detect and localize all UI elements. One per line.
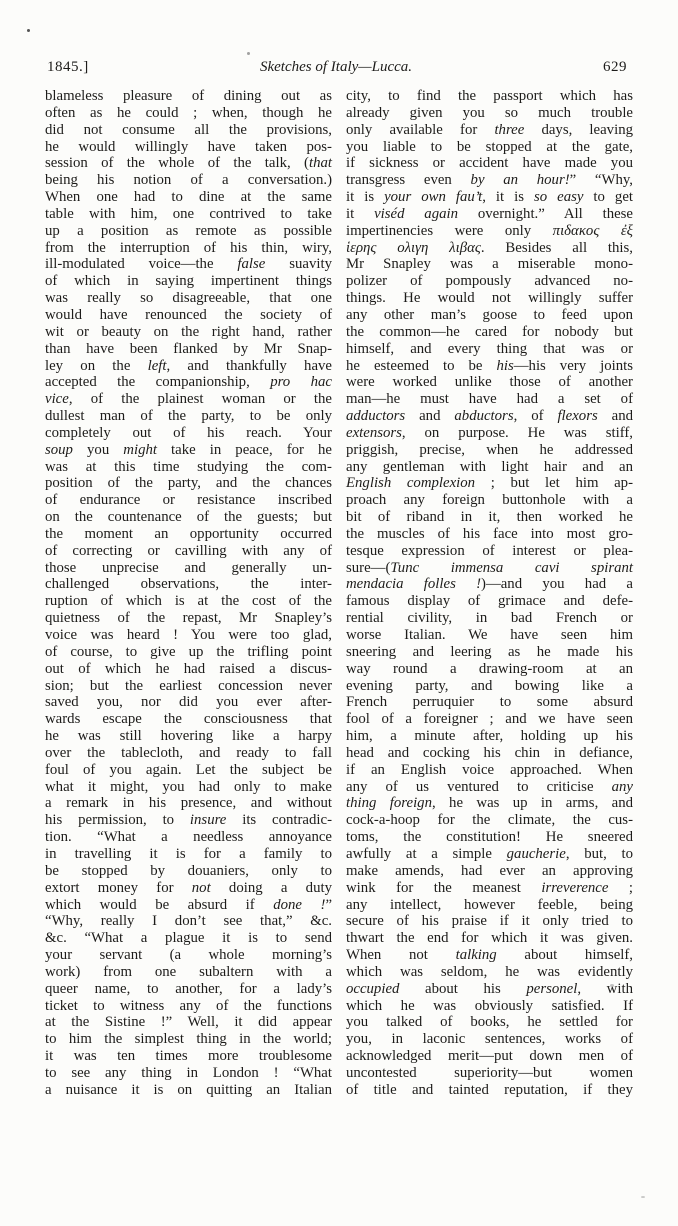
text-line: session of the whole of the talk, (that [45, 155, 332, 172]
text-line: it is your own fau’t, it is so easy to get [346, 189, 633, 206]
text-line: any intellect, however feeble, being [346, 896, 633, 913]
text-line: position of the party, and the chances [45, 475, 332, 492]
text-line: of endurance or resistance inscribed [45, 492, 332, 509]
text-line: on the countenance of the guests; but [45, 509, 332, 526]
text-line: to see any thing in London ! “What [45, 1064, 332, 1081]
text-line: was at this time studying the com- [45, 458, 332, 475]
text-line: over the tablecloth, and ready to fall [45, 744, 332, 761]
page-number: 629 [603, 59, 627, 75]
text-line: polizer of pompously advanced no- [346, 273, 633, 290]
text-line: which would be absurd if done !” [45, 896, 333, 913]
text-line: ill-modulated voice—the false suavity [45, 256, 332, 273]
text-line: “Why, really I don’t see that,” &c. [45, 913, 332, 930]
text-line: he esteemed to be his—his very joints [346, 357, 633, 374]
text-line: up a position as remote as possible [45, 222, 332, 239]
text-line: your servant (a whole morning’s [45, 947, 332, 964]
text-line: accepted the companionship, pro hac [45, 374, 332, 391]
text-line: thing foreign, he was up in arms, and [346, 795, 633, 812]
text-line: famous display of grimace and defe- [346, 593, 633, 610]
text-line: head and cocking his chin in defiance, [346, 744, 633, 761]
text-line: any other man’s goose to feed upon [346, 306, 633, 323]
text-line: toms, the constitution! He sneered [346, 829, 633, 846]
text-line: wink for the meanest irreverence ; [346, 879, 634, 896]
page-title: Sketches of Italy—Lucca. [259, 59, 413, 75]
text-line: saved you, nor did you ever after- [45, 694, 332, 711]
text-line: you liable to be stopped at the gate, [346, 138, 633, 155]
text-line: adductors and abductors, of flexors and [346, 408, 633, 425]
text-line: man—he must have had a set of [346, 391, 633, 408]
left-column [45, 88, 332, 1099]
text-line: being his notion of a conversation.) [45, 172, 332, 189]
text-line: Mr Snapley was a miserable mono- [346, 256, 633, 273]
text-line: ἱερης ολιγη λιβας. Besides all this, [346, 239, 633, 256]
text-line: uncontested superiority—but women [346, 1064, 633, 1081]
text-line: himself, and every thing that was or [346, 340, 633, 357]
text-line: already given you so much trouble [346, 104, 633, 121]
text-line: which he was obviously satisfied. If [346, 997, 633, 1014]
text-line: secure of his praise if it only tried to [346, 913, 633, 930]
text-line: &c. “What a plague it is to send [45, 930, 332, 947]
text-line: bit of riband in it, then worked he [346, 509, 633, 526]
text-line: voice was heard ! You were too glad, [45, 627, 332, 643]
text-line: those unprecise and generally un- [45, 559, 332, 576]
text-line: of correcting or cavilling with any of [45, 542, 332, 559]
text-line: cock-a-hoop for the climate, the cus- [346, 812, 633, 829]
text-line: wit or beauty on the right hand, rather [45, 323, 332, 340]
text-line: him, a minute after, holding up his [346, 728, 633, 745]
text-line: his permission, to insure its contradic- [45, 812, 332, 829]
text-line: would have renounced the society of [45, 306, 332, 323]
text-line: to him the simplest thing in the world; [45, 1031, 332, 1048]
text-line: you, in laconic sentences, works of [346, 1031, 633, 1048]
text-line: When one had to dine at the same [45, 189, 332, 206]
text-line: if an English voice approached. When [346, 761, 633, 778]
text-line: blameless pleasure of dining out as [45, 88, 332, 104]
text-line: things. He would not willingly suffer [346, 290, 633, 307]
text-line: When not talking about himself, [346, 947, 634, 964]
text-line: table with him, one contrived to take [45, 205, 332, 222]
text-line: at the Sistine !” Well, it did appear [45, 1014, 332, 1031]
text-line: dullest man of the party, to be only [45, 408, 332, 425]
text-line: worse Italian. We have seen him [346, 627, 633, 643]
text-line: out of which he had raised a discus- [45, 660, 332, 677]
right-column [346, 88, 633, 1099]
text-line: which was seldom, he was evidently [346, 963, 633, 980]
text-line: was really so disagreeable, that one [45, 290, 332, 307]
text-line: the muscles of his face into most gro- [346, 525, 633, 542]
text-line: proach any foreign buttonhole with a [346, 492, 633, 509]
text-line: the moment an opportunity occurred [45, 525, 332, 542]
header-year: 1845.] [47, 59, 89, 75]
text-line: you talked of books, he settled for [346, 1014, 633, 1031]
text-line: he would willingly have taken pos- [45, 138, 332, 155]
text-line: often as he could ; when, though he [45, 104, 332, 121]
text-line: way round a drawing-room at an [346, 660, 633, 677]
text-line: in travelling it is for a family to [45, 845, 332, 862]
text-line: fool of a foreigner ; and we have seen [346, 711, 633, 728]
text-line: English complexion ; but let him ap- [346, 475, 633, 492]
text-line: it viséd again overnight.” All these [346, 205, 633, 222]
text-line: from the interruption of his thin, wiry, [45, 239, 332, 256]
text-line: impertinencies were only πιδακος ἐξ [346, 222, 633, 239]
text-line: foul of you again. Let the subject be [45, 761, 332, 778]
text-line: vice, of the plainest woman or the [45, 391, 332, 408]
text-line: only available for three days, leaving [346, 121, 633, 138]
text-line: ticket to witness any of the functions [45, 997, 332, 1014]
text-line: ley on the left, and thankfully have [45, 357, 332, 374]
text-line: he was still hovering like a harpy [45, 728, 332, 745]
text-line: queer name, to another, for a lady’s [45, 980, 332, 997]
text-line: any of us ventured to criticise any [346, 778, 633, 795]
text-line: extort money for not doing a duty [45, 879, 332, 896]
text-line: what it might, you had only to make [45, 778, 332, 795]
text-line: sure—(Tunc immensa cavi spirant [346, 559, 633, 576]
text-line: completely out of his reach. Your [45, 424, 332, 441]
text-line: ruption of which is at the cost of the [45, 593, 332, 610]
text-line: make amends, had ever an approving [346, 862, 633, 879]
text-line: tesque expression of interest or plea- [346, 542, 633, 559]
text-line: wards escape the consciousness that [45, 711, 332, 728]
text-columns [45, 88, 633, 1099]
text-line: city, to find the passport which has [346, 88, 633, 104]
text-line: priggish, precise, when he addressed [346, 441, 633, 458]
text-line: challenged observations, the inter- [45, 576, 332, 593]
text-line: were worked unlike those of another [346, 374, 633, 391]
text-line: a nuisance it is on quitting an Italian [45, 1081, 332, 1098]
text-line: acknowledged merit—put down men of [346, 1048, 633, 1065]
text-line: sion; but the earliest concession never [45, 677, 332, 694]
text-line: soup you might take in peace, for he [45, 441, 333, 458]
text-line: rential civility, in bad French or [346, 610, 633, 627]
text-line: a remark in his presence, and without [45, 795, 332, 812]
text-line: awfully at a simple gaucherie, but, to [346, 845, 633, 862]
text-line: of title and tainted reputation, if they [346, 1081, 633, 1098]
text-line: of which in saying impertinent things [45, 273, 332, 290]
text-line: tion. “What a needless annoyance [45, 829, 332, 846]
page-header [45, 59, 627, 77]
text-line: of course, to give up the trifling point [45, 643, 332, 660]
text-line: occupied about his personel, with [346, 980, 633, 997]
ink-speck [641, 1196, 645, 1198]
text-line: sneering and leering as he made his [346, 643, 633, 660]
text-line: transgress even by an hour!” “Why, [346, 172, 633, 189]
text-line: it was ten times more troublesome [45, 1048, 332, 1065]
text-line: extensors, on purpose. He was stiff, [346, 424, 633, 441]
text-line: did not consume all the provisions, [45, 121, 332, 138]
text-line: if sickness or accident have made you [346, 155, 633, 172]
text-line: evening party, and bowing like a [346, 677, 633, 694]
text-line: any gentleman with light hair and an [346, 458, 633, 475]
text-line: be stopped by douaniers, only to [45, 862, 332, 879]
text-line: mendacia folles !)—and you had a [346, 576, 633, 593]
text-line: thwart the end for which it was given. [346, 930, 633, 947]
text-line: quietness of the repast, Mr Snapley’s [45, 610, 332, 627]
text-line: French perruquier to some absurd [346, 694, 633, 711]
text-line: the common—he cared for nobody but [346, 323, 633, 340]
ink-speck [27, 29, 30, 32]
text-line: work) from one subaltern with a [45, 963, 332, 980]
ink-speck [247, 52, 250, 55]
text-line: than have been flanked by Mr Snap- [45, 340, 332, 357]
